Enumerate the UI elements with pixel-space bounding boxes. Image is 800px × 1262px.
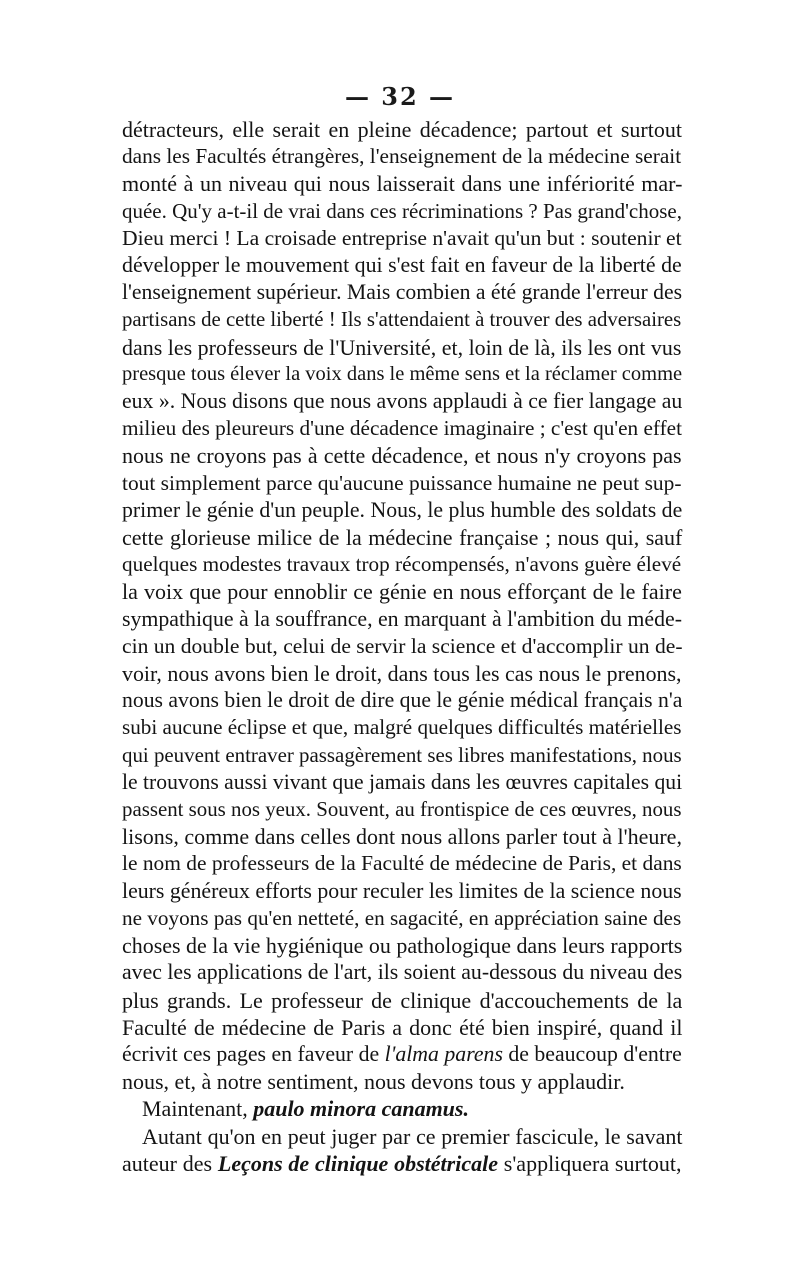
text-line: dans les professeurs de l'Université, et, loin de là, ils les ont vus [122, 334, 682, 360]
text-line: ne voyons pas qu'en netteté, en sagacité, en appréciation saine des [122, 905, 682, 930]
text-line: primer le génie d'un peuple. Nous, le plus humble des soldats de [122, 497, 683, 522]
text-line: cette glorieuse milice de la médecine française ; nous qui, sauf [122, 525, 683, 551]
text-line: quelques modestes travaux trop récompensés, n'avons guère élevé [122, 552, 682, 577]
text-line: lisons, comme dans celles dont nous allons parler tout à l'heure, [122, 824, 682, 850]
text-segment: Maintenant, [142, 1096, 254, 1122]
text-line: leurs généreux efforts pour reculer les limites de la science nous [122, 878, 682, 903]
text-line: dans les Facultés étrangères, l'enseignement de la médecine serait [122, 144, 682, 169]
italic-phrase: paulo minora canamus. [253, 1096, 469, 1122]
text-segment: auteur des [122, 1150, 218, 1176]
italic-book-title: Leçons de clinique obstétricale [217, 1150, 498, 1176]
text-line: nous avons bien le droit de dire que le génie médical français n'a [122, 688, 683, 713]
text-line: qui peuvent entraver passagèrement ses libres manifestations, nous [122, 742, 682, 767]
body-text [122, 116, 682, 1177]
text-line: la voix que pour ennoblir ce génie en nous efforçant de le faire [122, 579, 682, 605]
text-line: quée. Qu'y a-t-il de vrai dans ces récriminations ? Pas grand'chose, [122, 198, 682, 223]
paragraph-start-line: Autant qu'on en peut juger par ce premier fascicule, le savant [142, 1123, 683, 1149]
italic-phrase: l'alma parens [384, 1041, 503, 1066]
text-segment: écrivit ces pages en faveur de [122, 1041, 385, 1066]
text-line-with-italic [122, 1150, 682, 1177]
text-line: cin un double but, celui de servir la science et d'accomplir un de- [122, 633, 683, 658]
text-line: tout simplement parce qu'aucune puissance humaine ne peut sup- [122, 470, 682, 495]
paragraph-end-line: nous, et, à notre sentiment, nous devons tous y applaudir. [122, 1069, 625, 1095]
text-line-with-italic [122, 1041, 682, 1068]
text-line: avec les applications de l'art, ils soient au-dessous du niveau des [122, 960, 683, 985]
text-segment: de beaucoup d'entre [502, 1041, 682, 1066]
text-line: détracteurs, elle serait en pleine décadence; partout et surtout [122, 117, 682, 142]
text-line: plus grands. Le professeur de clinique d'accouchements de la [122, 987, 683, 1013]
text-line: le nom de professeurs de la Faculté de médecine de Paris, et dans [122, 851, 682, 876]
text-line: voir, nous avons bien le droit, dans tous les cas nous le prenons, [122, 661, 682, 687]
text-line: le trouvons aussi vivant que jamais dans les œuvres capitales qui [122, 769, 683, 794]
text-line: nous ne croyons pas à cette décadence, et nous n'y croyons pas [122, 443, 682, 469]
text-line: choses de la vie hygiénique ou pathologique dans leurs rapports [122, 933, 683, 959]
text-line: Dieu merci ! La croisade entreprise n'avait qu'un but : soutenir et [122, 225, 682, 250]
text-line: l'enseignement supérieur. Mais combien a été grande l'erreur des [122, 280, 683, 305]
text-line: sympathique à la souffrance, en marquant à l'ambition du méde- [122, 606, 682, 631]
text-line-with-italic [122, 1095, 682, 1122]
text-line: développer le mouvement qui s'est fait en faveur de la liberté de [122, 253, 682, 278]
text-line: partisans de cette liberté ! Ils s'attendaient à trouver des adversaires [122, 307, 682, 332]
text-line: milieu des pleureurs d'une décadence imaginaire ; c'est qu'en effet [122, 416, 682, 441]
text-line: passent sous nos yeux. Souvent, au frontispice de ces œuvres, nous [122, 797, 682, 822]
text-line: Faculté de médecine de Paris a donc été bien inspiré, quand il [122, 1014, 683, 1040]
text-segment: s'appliquera surtout, [497, 1150, 682, 1176]
text-line: eux ». Nous disons que nous avons applaudi à ce fier langage au [122, 389, 683, 414]
text-line: subi aucune éclipse et que, malgré quelques difficultés matérielles [122, 715, 682, 740]
text-line: presque tous élever la voix dans le même sens et la réclamer comme [122, 362, 683, 385]
page-number: — 32 — [344, 82, 456, 111]
text-line: monté à un niveau qui nous laisserait dans une infériorité mar- [122, 171, 683, 197]
